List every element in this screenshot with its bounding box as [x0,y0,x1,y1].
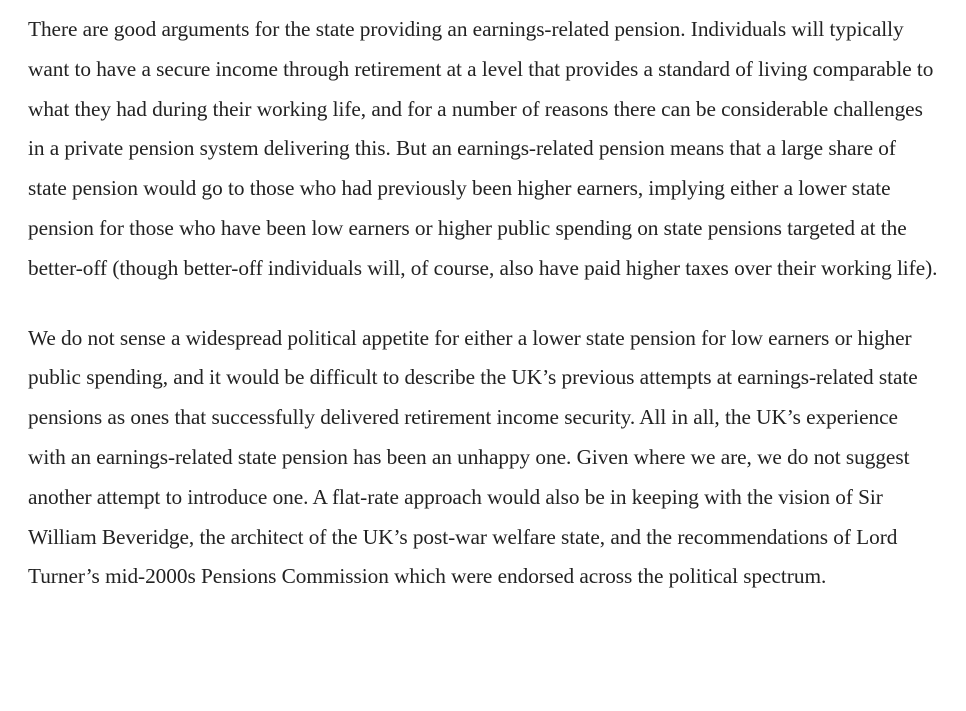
paragraph-flat-rate-recommendation: We do not sense a widespread political appetite for either a lower state pension for low earners or higher public spending, and it would be difficult to describe the UK’s previous attempts at earnings-related state pensions as ones that successfully delivered retirement income security. All in all, the UK’s experience with an earnings-related state pension has been an unhappy one. Given where we are, we do not suggest another attempt to introduce one. A flat-rate approach would also be in keeping with the vision of Sir William Beveridge, the architect of the UK’s post-war welfare state, and the recommendations of Lord Turner’s mid-2000s Pensions Commission which were endorsed across the political spectrum. [28,325,918,589]
paragraph-earnings-related-arguments: There are good arguments for the state providing an earnings-related pension. Individuals will typically want to have a secure income through retirement at a level that provides a standard of living comparable to what they had during their working life, and for a number of reasons there can be considerable challenges in a private pension system delivering this. But an earnings-related pension means that a large share of state pension would go to those who had previously been higher earners, implying either a lower state pension for those who have been low earners or higher public spending on state pensions targeted at the better-off (though better-off individuals will, of course, also have paid higher taxes over their working life). [28,17,938,280]
article-body [28,10,938,597]
